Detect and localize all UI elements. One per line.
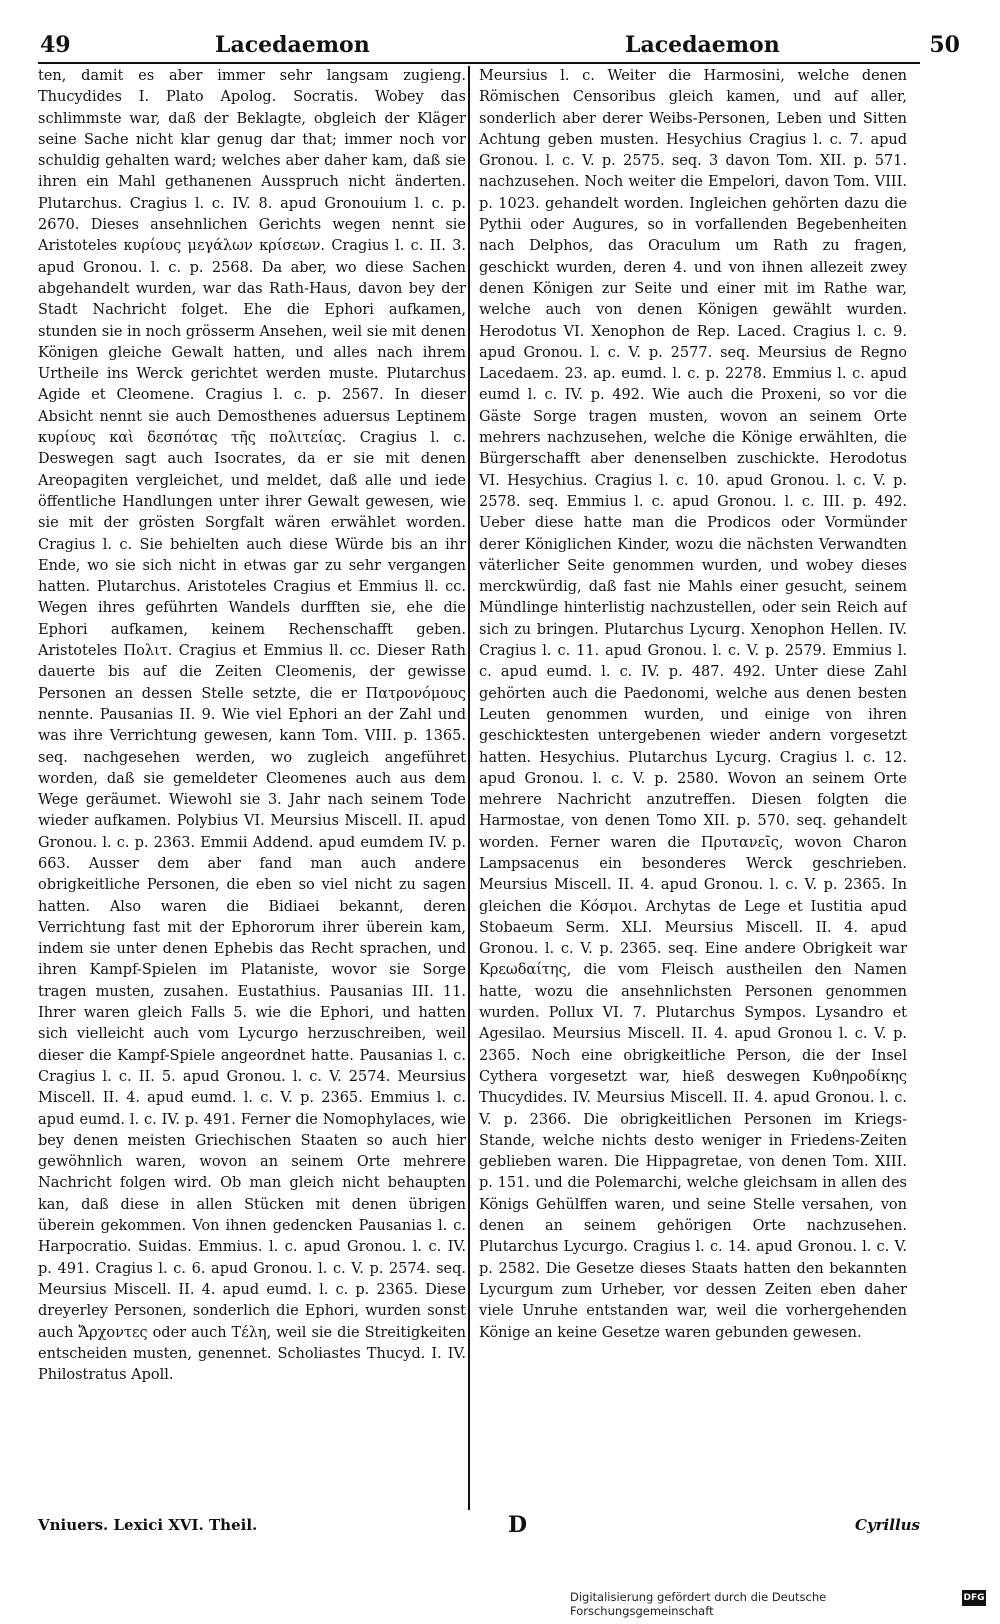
digitization-footer (570, 1588, 986, 1618)
header-title-right: Lacedaemon (625, 32, 780, 58)
right-column (479, 66, 907, 1510)
volume-signature: Vniuers. Lexici XVI. Theil. (38, 1516, 258, 1534)
page-number-right: 50 (929, 32, 960, 58)
column-divider (468, 66, 470, 1510)
dfg-logo: DFG (962, 1590, 986, 1606)
catchword: Cyrillus (855, 1516, 921, 1534)
running-head (40, 30, 960, 60)
header-rule (38, 62, 920, 64)
funding-note: Digitalisierung gefördert durch die Deutsche Forschungsgemeinschaft (570, 1590, 827, 1618)
header-title-left: Lacedaemon (215, 32, 370, 58)
right-column-text: Meursius l. c. Weiter die Harmosini, welche denen Römischen Censoribus gleich kamen, und auf aller, sonderlich aber derer Weibs-Personen, Leben und Sitten Achtung geben musten. Hesychius Cragius l. c. 7. apud Gronou. l. c. V. p. 2575. seq. 3 davon Tom. XII. p. 571. nachzusehen. Noch weiter die Empelori, davon Tom. VIII. p. 1023. gehandelt worden. Ingleichen gehörten dazu die Pythii oder Augures, so in vorfallenden Begebenheiten nach Delphos, das Oraculum um Rath zu fragen, geschickt wurden, deren 4. und von ihnen allezeit zwey denen Königen zur Seite und einer mit im Rathe war, welche auch von denen Königen gewählt wurden. Herodotus VI. Xenophon de Rep. Laced. Cragius l. c. 9. apud Gronou. l. c. V. p. 2577. seq. Meursius de Regno Lacedaem. 23. ap. eumd. l. c. p. 2278. Emmius l. c. apud eumd l. c. IV. p. 492. Wie auch die Proxeni, so vor die Gäste Sorge tragen musten, wovon an seinem Orte mehrers nachzusehen, welche die Könige erwählten, die Bürgerschafft aber denenselben zuschickte. Herodotus VI. Hesychius. Cragius l. c. 10. apud Gronou. l. c. V. p. 2578. seq. Emmius l. c. apud Gronou. l. c. III. p. 492. Ueber diese hatte man die Prodicos oder Vormünder derer Königlichen Kinder, wozu die nächsten Verwandten väterlicher Seite genommen wurden, und wobey dieses merckwürdig, daß fast nie Mahls einer gesucht, seinem Mündlinge hinterlistig nachzustellen, oder sein Reich auf sich zu bringen. Plutarchus Lycurg. Xenophon Hellen. IV. Cragius l. c. 11. apud Gronou. l. c. V. p. 2579. Emmius l. c. apud eumd. l. c. IV. p. 487. 492. Unter diese Zahl gehörten auch die Paedonomi, welche aus denen besten Leuten genommen wurden, und einige von ihren geschicktesten untergebenen wieder andern vorgesetzt hatten. Hesychius. Plutarchus Lycurg. Cragius l. c. 12. apud Gronou. l. c. V. p. 2580. Wovon an seinem Orte mehrere Nachricht anzutreffen. Diesen folgten die Harmostae, von denen Tomo XII. p. 570. seq. gehandelt worden. Ferner waren die Πρυτανεῖς, wovon Charon Lampsacenus ein besonderes Werck geschrieben. Meursius Miscell. II. 4. apud Gronou. l. c. V. p. 2365. In gleichen die Κόσμοι. Archytas de Lege et Iustitia apud Stobaeum Serm. XLI. Meursius Miscell. II. 4. apud Gronou. l. c. V. p. 2365. seq. Eine andere Obrigkeit war Κρεωδαίτης, die vom Fleisch austheilen den Namen hatte, wozu die ansehnlichsten Personen genommen wurden. Pollux VI. 7. Plutarchus Sympos. Lysandro et Agesilao. Meursius Miscell. II. 4. apud Gronou l. c. V. p. 2365. Noch eine obrigkeitliche Person, die der Insel Cythera vorgesetzt war, hieß deswegen Κυθηροδίκης Thucydides. IV. Meursius Miscell. II. 4. apud Gronou. l. c. V. p. 2366. Die obrigkeitlichen Personen im Kriegs-Stande, welche nichts desto weniger in Friedens-Zeiten geblieben waren. Die Hippagretae, von denen Tom. XIII. p. 151. und die Polemarchi, welche gleichsam in allen des Königs Gehülffen waren, und seine Stelle versahen, von denen an seinem gehörigen Orte nachzusehen. Plutarchus Lycurgo. Cragius l. c. 14. apud Gronou. l. c. V. p. 2582. Die Gesetze dieses Staats hatten den bekannten Lycurgum zum Urheber, vor dessen Zeiten eben daher viele Unruhe entstanden war, weil die vorhergehenden Könige an keine Gesetze waren gebunden gewesen. (479, 68, 907, 1341)
page-number-left: 49 (40, 32, 71, 58)
gathering-signature: D (508, 1512, 528, 1538)
left-column (38, 66, 466, 1510)
left-column-text: ten, damit es aber immer sehr langsam zugieng. Thucydides I. Plato Apolog. Socratis. Wobey das schlimmste war, daß der Beklagte, obgleich der Kläger seine Sache nicht klar genug dar that; immer noch vor schuldig gehalten ward; welches aber daher kam, daß sie ihren ein Mahl gethanenen Ausspruch nicht änderten. Plutarchus. Cragius l. c. IV. 8. apud Gronouium l. c. p. 2670. Dieses ansehnlichen Gerichts wegen nennt sie Aristoteles κυρίους μεγάλων κρίσεων. Cragius l. c. II. 3. apud Gronou. l. c. p. 2568. Da aber, wo diese Sachen abgehandelt wurden, war das Rath-Haus, davon bey der Stadt Nachricht folget. Ehe die Ephori aufkamen, stunden sie in noch grösserm Ansehen, weil sie mit denen Königen gleiche Gewalt hatten, und alles nach ihrem Urtheile ins Werck gerichtet werden muste. Plutarchus Agide et Cleomene. Cragius l. c. p. 2567. In dieser Absicht nennt sie auch Demosthenes aduersus Leptinem κυρίους καὶ δεσπότας τῆς πολιτείας. Cragius l. c. Deswegen sagt auch Isocrates, da er sie mit denen Areopagiten vergleichet, und meldet, daß alle und iede öffentliche Handlungen unter ihrer Gewalt gewesen, wie sie mit der grösten Sorgfalt wären erwählet worden. Cragius l. c. Sie behielten auch diese Würde bis an ihr Ende, wo sie sich nicht in etwas gar zu sehr vergangen hatten. Plutarchus. Aristoteles Cragius et Emmius ll. cc. Wegen ihres geführten Wandels durfften sie, ehe die Ephori aufkamen, keinem Rechenschafft geben. Aristoteles Πολιτ. Cragius et Emmius ll. cc. Dieser Rath dauerte bis auf die Zeiten Cleomenis, der gewisse Personen an dessen Stelle setzte, die er Πατρονόμους nennte. Pausanias II. 9. Wie viel Ephori an der Zahl und was ihre Verrichtung gewesen, kann Tom. VIII. p. 1365. seq. nachgesehen werden, wo zugleich angeführet worden, daß sie gemeldeter Cleomenes auch aus dem Wege geräumet. Wiewohl sie 3. Jahr nach seinem Tode wieder aufkamen. Polybius VI. Meursius Miscell. II. apud Gronou. l. c. p. 2363. Emmii Addend. apud eumdem IV. p. 663. Ausser dem aber fand man auch andere obrigkeitliche Personen, die eben so viel nicht zu sagen hatten. Also waren die Bidiaei bekannt, deren Verrichtung fast mit der Ephororum ihrer überein kam, indem sie unter denen Ephebis das Recht sprachen, und ihren Kampf-Spielen im Plataniste, wovor sie Sorge tragen musten, zusahen. Eustathius. Pausanias III. 11. Ihrer waren gleich Falls 5. wie die Ephori, und hatten sich vielleicht auch vom Lycurgo herzuschreiben, weil dieser die Kampf-Spiele angeordnet hatte. Pausanias l. c. Cragius l. c. II. 5. apud Gronou. l. c. V. 2574. Meursius Miscell. II. 4. apud eumd. l. c. V. p. 2365. Emmius l. c. apud eumd. l. c. IV. p. 491. Ferner die Nomophylaces, wie bey denen meisten Griechischen Staaten so auch hier gewöhnlich waren, wovon an seinem Orte mehrere Nachricht folgen wird. Ob man gleich nicht behaupten kan, daß diese in allen Stücken mit denen übrigen überein gekommen. Von ihnen gedencken Pausanias l. c. Harpocratio. Suidas. Emmius. l. c. apud Gronou. l. c. IV. p. 491. Cragius l. c. 6. apud Gronou. l. c. V. p. 2574. seq. Meursius Miscell. II. 4. apud eumd. l. c. p. 2365. Diese dreyerley Personen, sonderlich die Ephori, wurden sonst auch Ἄρχοντες oder auch Τέλη, weil sie die Streitigkeiten entscheiden musten, genennet. Scholiastes Thucyd. I. IV. Philostratus Apoll. (38, 68, 466, 1384)
